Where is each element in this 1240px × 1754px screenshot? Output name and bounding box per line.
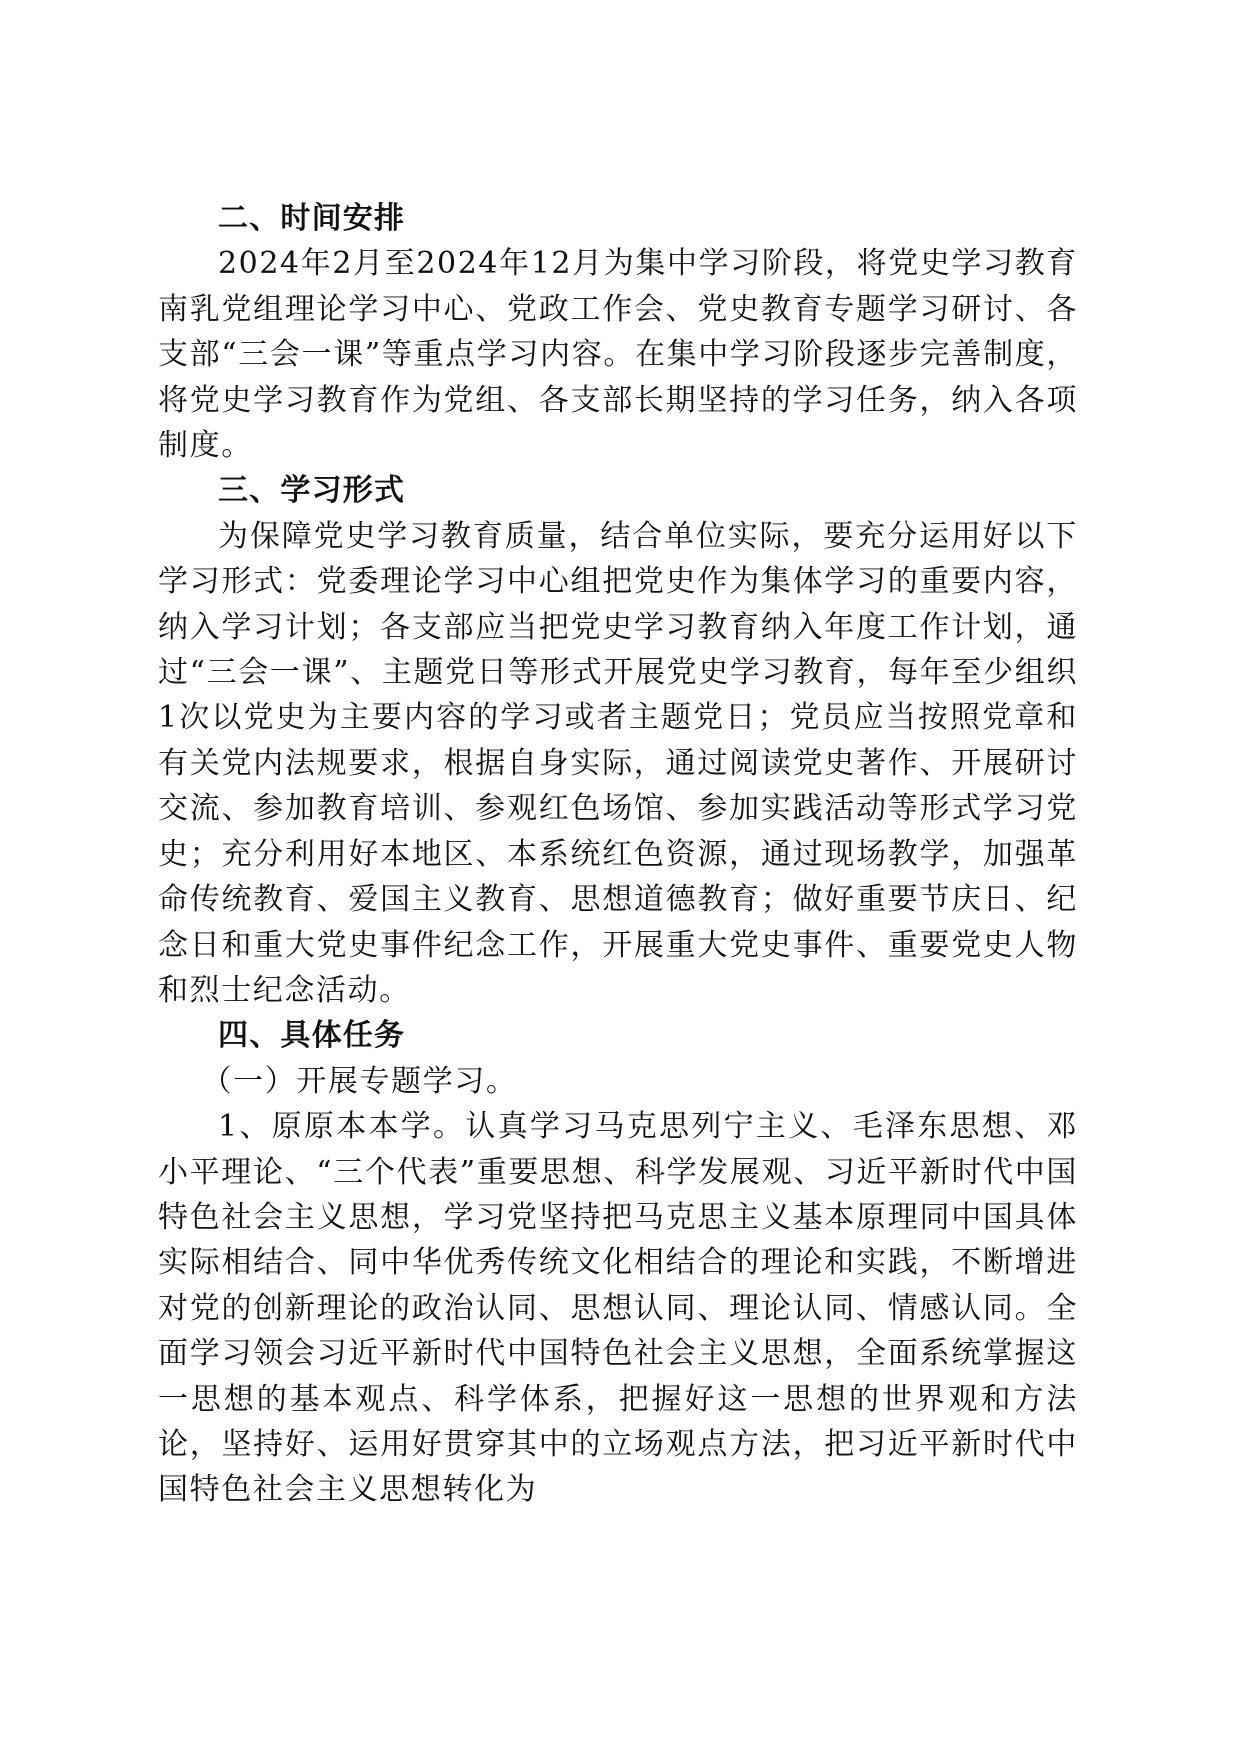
document-page xyxy=(158,196,1078,1513)
section-heading-schedule: 二、时间安排 xyxy=(218,201,406,236)
paragraph-study-original: 1、原原本本学。认真学习马克思列宁主义、毛泽东思想、邓小平理论、“三个代表”重要思想、科学发展观、习近平新时代中国特色社会主义思想，学习党坚持把马克思主义基本原理同中国具体实际相结合、同中华优秀传统文化相结合的理论和实践，不断增进对党的创新理论的政治认同、思想认同、理论认同、情感认同。全面学习领会习近平新时代中国特色社会主义思想，全面系统掌握这一思想的基本观点、科学体系，把握好这一思想的世界观和方法论，坚持好、运用好贯穿其中的立场观点方法，把习近平新时代中国特色社会主义思想转化为 xyxy=(158,1109,1078,1508)
paragraph-learning-form: 为保障党史学习教育质量，结合单位实际，要充分运用好以下学习形式：党委理论学习中心组把党史作为集体学习的重要内容，纳入学习计划；各支部应当把党史学习教育纳入年度工作计划，通过“三会一课”、主题党日等形式开展党史学习教育，每年至少组织1次以党史为主要内容的学习或者主题党日；党员应当按照党章和有关党内法规要求，根据自身实际，通过阅读党史著作、开展研讨交流、参加教育培训、参观红色场馆、参加实践活动等形式学习党史；充分利用好本地区、本系统红色资源，通过现场教学，加强革命传统教育、爱国主义教育、思想道德教育；做好重要节庆日、纪念日和重大党史事件纪念工作，开展重大党史事件、重要党史人物和烈士纪念活动。 xyxy=(158,518,1078,1008)
subheading-special-study: （一）开展专题学习。 xyxy=(201,1063,518,1099)
section-heading-learning-form: 三、学习形式 xyxy=(218,473,406,509)
paragraph-schedule: 2024年2月至2024年12月为集中学习阶段，将党史学习教育南乳党组理论学习中心、党政工作会、党史教育专题学习研讨、各支部“三会一课”等重点学习内容。在集中学习阶段逐步完善制度，将党史学习教育作为党组、各支部长期坚持的学习任务，纳入各项制度。 xyxy=(158,246,1078,464)
section-heading-tasks: 四、具体任务 xyxy=(218,1018,406,1054)
